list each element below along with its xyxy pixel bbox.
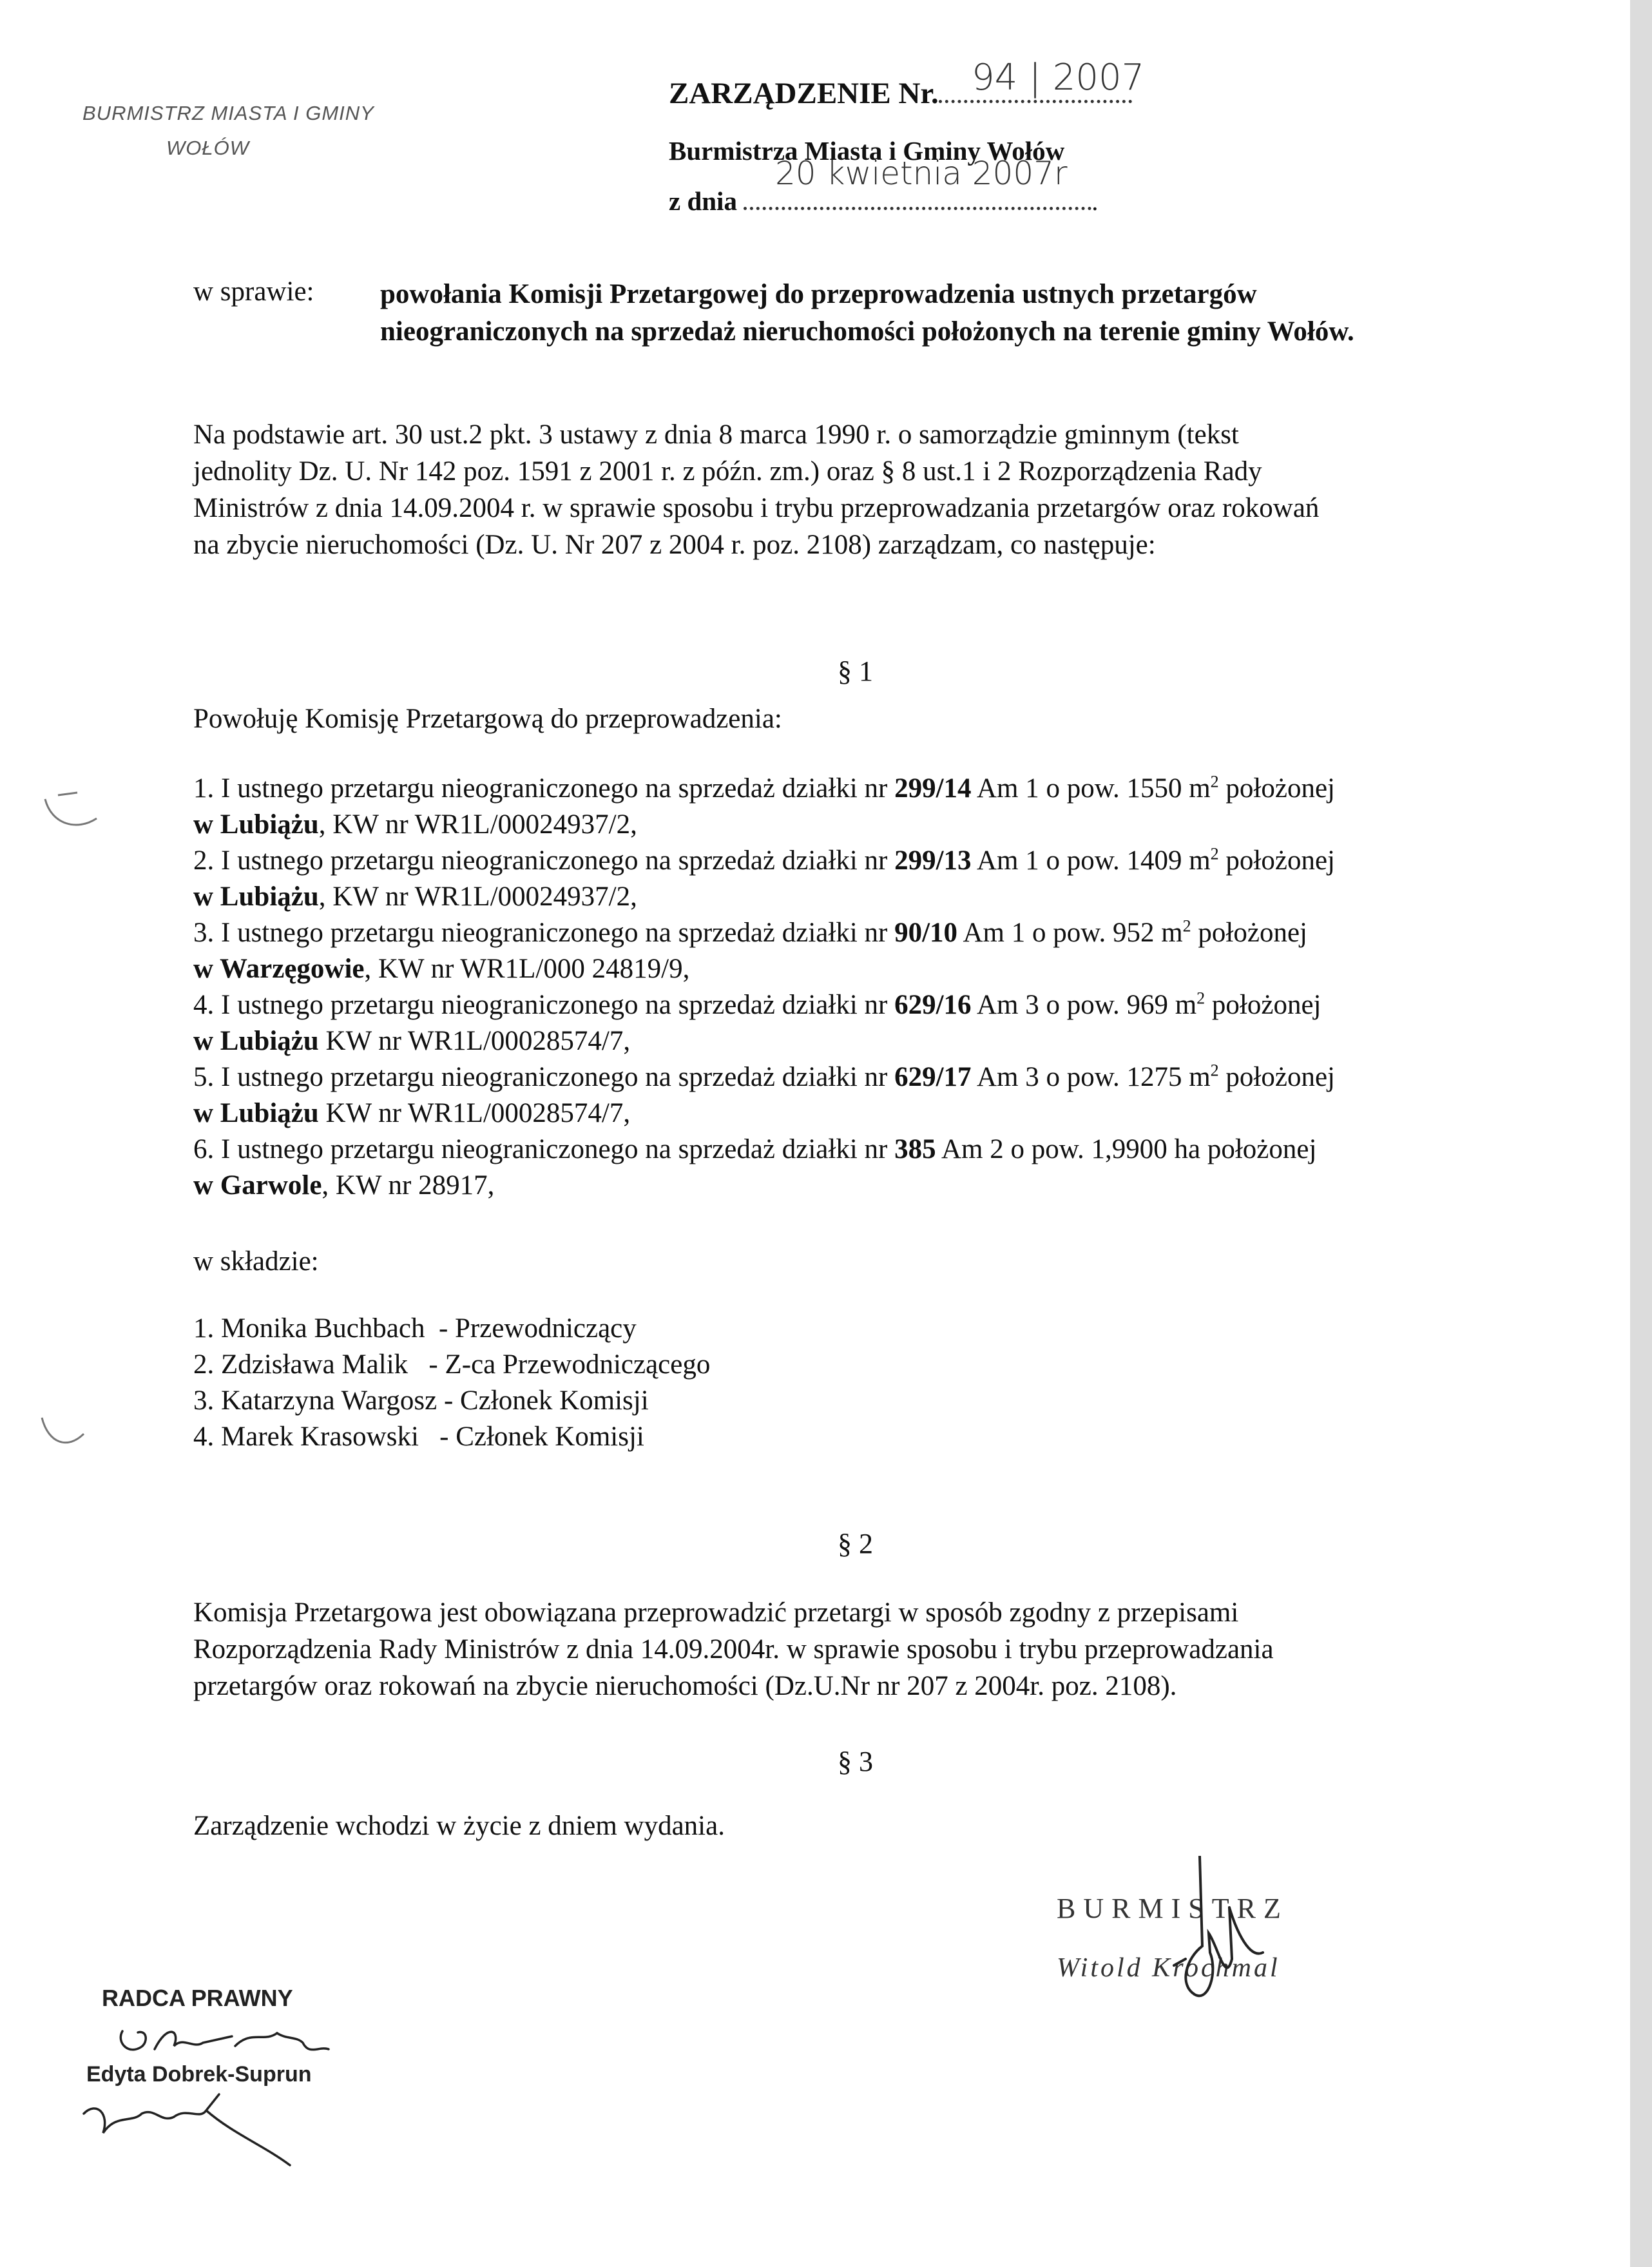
auction-item-line	[193, 915, 1335, 951]
mayor-signature-block	[1057, 1856, 1417, 2023]
item-number: 2.	[193, 845, 215, 876]
mayor-handwritten-signature	[1057, 1856, 1417, 2023]
plot-number: 299/13	[894, 845, 972, 876]
legal-counsel-title: RADCA PRAWNY	[102, 1985, 293, 2011]
section-2-heading: § 2	[838, 1528, 873, 1559]
committee-member: 3. Katarzyna Wargosz - Członek Komisji	[193, 1385, 649, 1416]
auction-item-line	[193, 843, 1335, 879]
auction-item-location	[193, 807, 1335, 843]
plot-area: Am 3 o pow. 969 m	[976, 990, 1197, 1020]
item-prefix: I ustnego przetargu nieograniczonego na sprzedaż działki nr	[221, 990, 888, 1020]
committee-members	[193, 1311, 710, 1455]
plot-number: 385	[894, 1134, 936, 1164]
plot-number: 629/17	[894, 1062, 972, 1092]
area-unit-exponent: 2	[1210, 844, 1219, 863]
auction-item-line	[193, 1132, 1335, 1168]
item-prefix: I ustnego przetargu nieograniczonego na sprzedaż działki nr	[221, 918, 888, 948]
plot-location: w Lubiążu	[193, 1098, 319, 1128]
document-number-line	[669, 57, 1145, 121]
auction-item-5	[193, 1059, 1335, 1132]
auction-item-location	[193, 951, 1335, 987]
section-1-intro: Powołuję Komisję Przetargową do przeprowadzenia:	[193, 704, 782, 734]
item-tail: położonej	[1198, 918, 1307, 948]
subject-line-1: powołania Komisji Przetargowej do przeprowadzenia ustnych przetargów	[380, 279, 1257, 309]
auction-item-location	[193, 879, 1335, 915]
land-register-number: , KW nr WR1L/00024937/2,	[318, 809, 637, 840]
area-unit-exponent: 2	[1210, 772, 1219, 791]
issuer-name: Burmistrza Miasta i Gminy Wołów	[669, 136, 1065, 166]
issuer-stamp	[82, 102, 374, 160]
scan-edge	[1630, 0, 1652, 2267]
document-date-line	[669, 155, 1132, 217]
item-prefix: I ustnego przetargu nieograniczonego na sprzedaż działki nr	[221, 1062, 888, 1092]
legal-counsel-handwritten-signature	[71, 1985, 406, 2255]
auction-item-1	[193, 771, 1335, 843]
item-number: 1.	[193, 773, 215, 804]
section-2-line: Rozporządzenia Rady Ministrów z dnia 14.09.2004r. w sprawie sposobu i trybu przeprowadzania	[193, 1634, 1274, 1664]
land-register-number: KW nr WR1L/00028574/7,	[318, 1026, 631, 1056]
plot-location: w Lubiążu	[193, 1026, 319, 1056]
subject-line-2: nieograniczonych na sprzedaż nieruchomości położonych na terenie gminy Wołów.	[380, 316, 1354, 347]
auction-item-6	[193, 1132, 1335, 1204]
item-tail: położonej	[1225, 1062, 1335, 1092]
auction-item-line	[193, 987, 1335, 1023]
document-title: ZARZĄDZENIE Nr.	[669, 77, 939, 110]
area-unit-exponent: 2	[1182, 916, 1191, 936]
handwritten-document-number: 94 | 2007	[972, 57, 1145, 99]
legal-basis	[193, 416, 1521, 563]
land-register-number: , KW nr WR1L/000 24819/9,	[364, 954, 690, 984]
item-tail: położonej	[1225, 773, 1335, 804]
legal-basis-line: na zbycie nieruchomości (Dz. U. Nr 207 z 2004 r. poz. 2108) zarządzam, co następuje:	[193, 530, 1156, 560]
section-3-text: Zarządzenie wchodzi w życie z dniem wydania.	[193, 1811, 725, 1841]
composition-label: w składzie:	[193, 1246, 319, 1277]
plot-number: 90/10	[894, 918, 958, 948]
legal-basis-line: Na podstawie art. 30 ust.2 pkt. 3 ustawy z dnia 8 marca 1990 r. o samorządzie gminnym (tekst	[193, 420, 1239, 450]
item-number: 5.	[193, 1062, 215, 1092]
legal-counsel-name: Edyta Dobrek-Suprun	[86, 2062, 312, 2087]
date-label: z dnia	[669, 186, 737, 216]
subject-text	[380, 276, 1354, 351]
item-number: 3.	[193, 918, 215, 948]
committee-member: 4. Marek Krasowski - Członek Komisji	[193, 1422, 644, 1452]
handwritten-date: 20 kwietnia 2007r	[775, 155, 1068, 192]
plot-location: w Garwole	[193, 1170, 322, 1201]
item-number: 4.	[193, 990, 215, 1020]
auction-item-line	[193, 1059, 1335, 1095]
document-header	[669, 57, 1145, 217]
plot-area: Am 2 o pow. 1,9900 ha położonej	[941, 1134, 1317, 1164]
plot-number: 629/16	[894, 990, 972, 1020]
punch-hole-mark-lower	[32, 1405, 97, 1463]
plot-number: 299/14	[894, 773, 972, 804]
item-prefix: I ustnego przetargu nieograniczonego na sprzedaż działki nr	[221, 845, 888, 876]
auction-item-2	[193, 843, 1335, 915]
item-prefix: I ustnego przetargu nieograniczonego na sprzedaż działki nr	[221, 1134, 888, 1164]
item-prefix: I ustnego przetargu nieograniczonego na sprzedaż działki nr	[221, 773, 888, 804]
item-tail: położonej	[1211, 990, 1321, 1020]
legal-basis-line: jednolity Dz. U. Nr 142 poz. 1591 z 2001 r. z późn. zm.) oraz § 8 ust.1 i 2 Rozporządzenia Rady	[193, 456, 1262, 487]
issuer-stamp-line1: BURMISTRZ MIASTA I GMINY	[82, 102, 374, 124]
plot-location: w Lubiążu	[193, 882, 319, 912]
item-number: 6.	[193, 1134, 215, 1164]
auction-item-location	[193, 1095, 1335, 1132]
plot-area: Am 3 o pow. 1275 m	[976, 1062, 1211, 1092]
plot-location: w Lubiążu	[193, 809, 319, 840]
auction-item-4	[193, 987, 1335, 1059]
date-dotted-line	[744, 198, 1091, 210]
mayor-title: BURMISTRZ	[1057, 1893, 1289, 1924]
area-unit-exponent: 2	[1196, 989, 1205, 1008]
land-register-number: , KW nr WR1L/00024937/2,	[318, 882, 637, 912]
auction-item-line	[193, 771, 1335, 807]
legal-counsel-block	[71, 1985, 406, 2255]
section-3-heading: § 3	[838, 1746, 873, 1777]
plot-area: Am 1 o pow. 1550 m	[976, 773, 1211, 804]
auction-item-3	[193, 915, 1335, 987]
plot-area: Am 1 o pow. 1409 m	[976, 845, 1211, 876]
plot-location: w Warzęgowie	[193, 954, 365, 984]
section-2-text	[193, 1594, 1521, 1704]
auction-item-location	[193, 1023, 1335, 1059]
land-register-number: , KW nr 28917,	[322, 1170, 495, 1201]
item-tail: położonej	[1225, 845, 1335, 876]
issuer-stamp-line2: WOŁÓW	[166, 137, 249, 159]
land-register-number: KW nr WR1L/00028574/7,	[318, 1098, 631, 1128]
committee-member: 1. Monika Buchbach - Przewodniczący	[193, 1313, 637, 1344]
section-1-heading: § 1	[838, 655, 873, 687]
auction-item-location	[193, 1168, 1335, 1204]
plot-area: Am 1 o pow. 952 m	[963, 918, 1183, 948]
subject-label: w sprawie:	[193, 276, 314, 307]
legal-basis-line: Ministrów z dnia 14.09.2004 r. w sprawie sposobu i trybu przeprowadzania przetargów oraz rokowań	[193, 493, 1320, 523]
section-2-line: przetargów oraz rokowań na zbycie nieruchomości (Dz.U.Nr nr 207 z 2004r. poz. 2108).	[193, 1671, 1177, 1701]
area-unit-exponent: 2	[1210, 1061, 1219, 1080]
committee-member: 2. Zdzisława Malik - Z-ca Przewodniczącego	[193, 1349, 711, 1380]
section-2-line: Komisja Przetargowa jest obowiązana przeprowadzić przetargi w sposób zgodny z przepisami	[193, 1597, 1239, 1628]
mayor-name: Witold Krochmal	[1057, 1953, 1280, 1983]
punch-hole-mark-upper	[32, 786, 116, 844]
date-suffix: .	[1091, 186, 1099, 216]
auction-list	[193, 771, 1335, 1204]
